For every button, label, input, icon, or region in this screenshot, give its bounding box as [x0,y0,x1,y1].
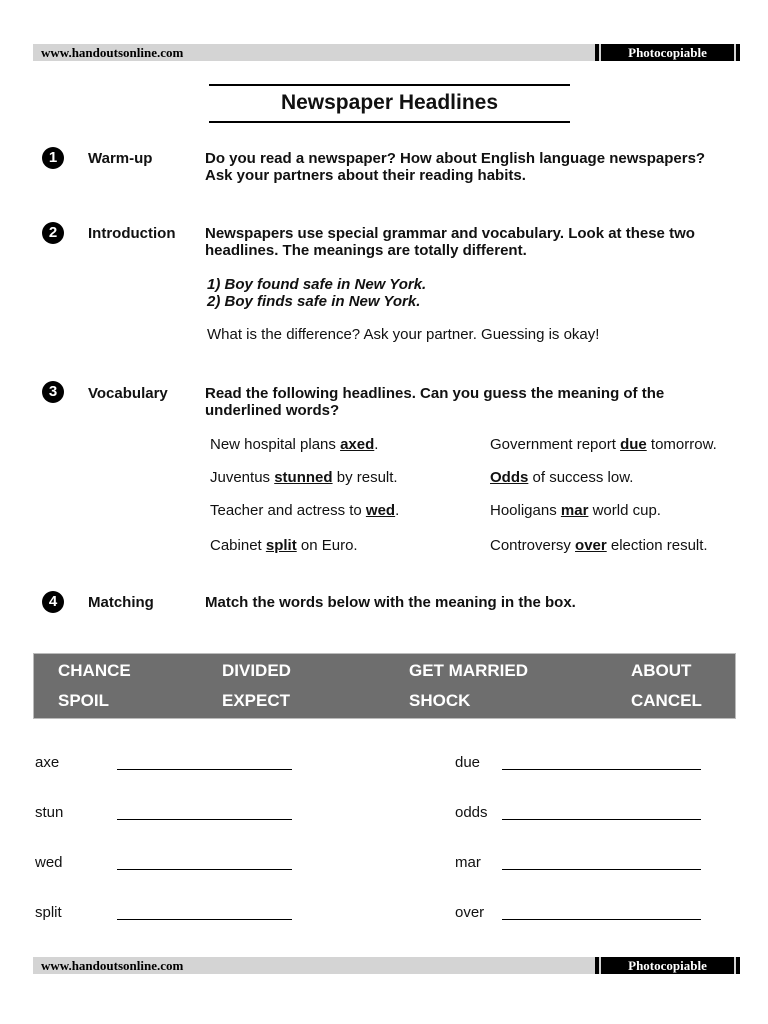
headline-text: by result. [332,469,398,486]
headline-text: world cup. [588,502,661,519]
headline-item [210,537,358,554]
section-1-label: Warm-up [88,150,153,167]
section-4-number-icon: 4 [42,591,64,613]
section-2-number-icon: 2 [42,222,64,244]
headline-underlined-word: stunned [274,469,333,486]
section-2-instruction: Newspapers use special grammar and vocabulary. Look at these two headlines. The meanings are totally different. [205,225,695,259]
headline-item [210,469,398,486]
headline-underlined-word: Odds [490,469,529,486]
meaning-word: GET MARRIED [409,661,528,680]
headline-text: Controversy [490,537,576,554]
footer-photocopiable-badge: Photocopiable [595,957,740,974]
title-box [209,84,570,123]
headline-text: Government report [490,436,621,453]
matching-word: wed [35,854,63,871]
answer-line[interactable] [502,919,701,920]
headline-text: . [374,436,379,453]
matching-word: split [35,904,62,921]
headline-item [210,436,378,453]
answer-line[interactable] [502,819,701,820]
headline-underlined-word: mar [560,502,589,519]
headline-underlined-word: due [620,436,647,453]
headline-underlined-word: axed [340,436,375,453]
intro-example-2: 2) Boy finds safe in New York. [207,293,421,310]
section-3-number-icon: 3 [42,381,64,403]
section-4-label: Matching [88,594,154,611]
answer-line[interactable] [117,819,292,820]
meaning-word: EXPECT [222,691,291,710]
intro-example-1: 1) Boy found safe in New York. [207,276,427,293]
headline-item [210,502,399,519]
matching-word: due [455,754,481,771]
matching-word: stun [35,804,64,821]
headline-text: of success low. [528,469,634,486]
header-photocopiable-badge: Photocopiable [595,44,740,61]
section-4-instruction: Match the words below with the meaning in the box. [205,594,576,611]
meaning-word: CANCEL [631,691,702,710]
headline-text: Juventus [210,469,275,486]
meaning-word: ABOUT [631,661,692,680]
footer-site-url: www.handoutsonline.com [41,958,184,973]
header-bar [33,44,740,61]
headline-underlined-word: split [265,537,297,554]
headline-item [490,537,708,554]
answer-line[interactable] [117,769,292,770]
headline-text: on Euro. [296,537,358,554]
headline-item [490,436,717,453]
section-3-label: Vocabulary [88,385,168,402]
page-title: Newspaper Headlines [280,91,499,114]
headline-text: Teacher and actress to [210,502,366,519]
footer-bar [33,957,740,974]
matching-word: odds [455,804,488,821]
answer-line[interactable] [117,869,292,870]
matching-word: over [455,904,485,921]
answer-line[interactable] [502,869,701,870]
section-1-instruction: Do you read a newspaper? How about English language newspapers? Ask your partners about their reading habits. [205,150,706,184]
headline-text: . [395,502,400,519]
headline-text: election result. [606,537,708,554]
matching-word: axe [35,754,60,771]
headline-text: Cabinet [210,537,266,554]
meaning-word: SPOIL [58,691,110,710]
meaning-word: SHOCK [409,691,471,710]
meaning-word: CHANCE [58,661,131,680]
answer-line[interactable] [117,919,292,920]
headline-underlined-word: over [575,537,607,554]
matching-word: mar [455,854,481,871]
headline-text: New hospital plans [210,436,341,453]
meaning-word-box [33,653,736,719]
headline-text: tomorrow. [646,436,717,453]
answer-line[interactable] [502,769,701,770]
section-1-number-icon: 1 [42,147,64,169]
headline-underlined-word: wed [365,502,396,519]
headline-item [490,469,633,486]
meaning-word: DIVIDED [222,661,291,680]
header-site-url: www.handoutsonline.com [41,45,184,60]
headline-text: Hooligans [490,502,561,519]
intro-question: What is the difference? Ask your partner. Guessing is okay! [207,326,600,343]
section-2-label: Introduction [88,225,176,242]
section-3-instruction: Read the following headlines. Can you guess the meaning of the underlined words? [205,385,665,419]
headline-item [490,502,661,519]
